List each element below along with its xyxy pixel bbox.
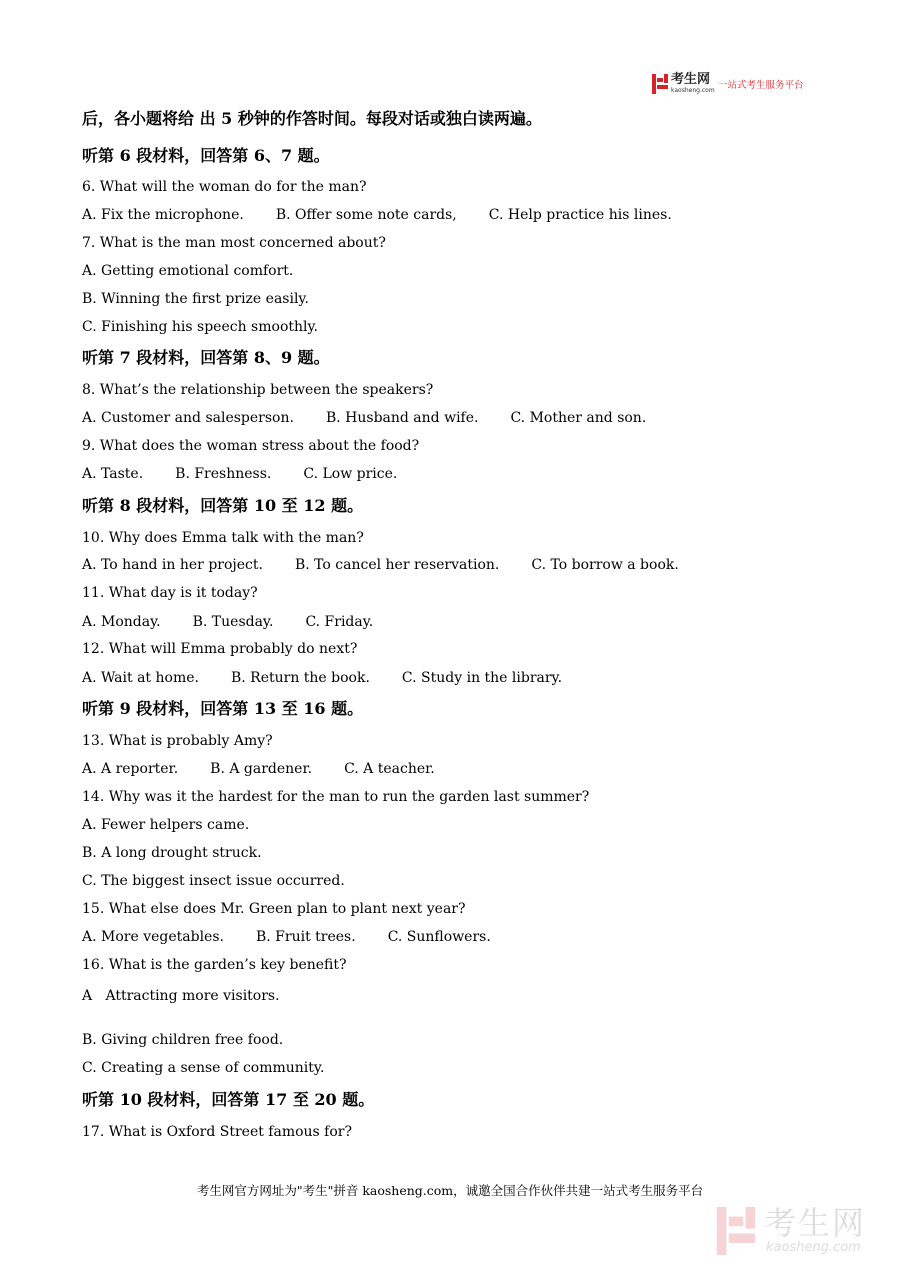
option: C. Friday. [305, 614, 374, 630]
option: B. Giving children free food. [82, 1032, 284, 1048]
option: B. Fruit trees. [255, 929, 356, 945]
option-row [82, 465, 429, 483]
option: A. Taste. [82, 466, 144, 482]
question: 12. What will Emma probably do next? [82, 641, 358, 657]
logo-slogan: 一站式考生服务平台 [718, 80, 804, 91]
watermark-domain: kaosheng.com [766, 1240, 861, 1255]
section-heading: 听第 9 段材料，回答第 13 至 16 题。 [82, 699, 364, 718]
option: C. Help practice his lines. [488, 207, 672, 223]
option: B. Return the book. [230, 670, 370, 686]
header-logo [652, 72, 822, 98]
section-heading: 听第 10 段材料，回答第 17 至 20 题。 [82, 1090, 375, 1109]
option-row [82, 206, 704, 224]
logo-brand: 考生网 [671, 72, 711, 87]
option: A. Monday. [82, 614, 161, 630]
intro-text: 后，各小题将给 出 5 秒钟的作答时间。每段对话或独白读两遍。 [82, 109, 542, 128]
option: A. Customer and salesperson. [82, 410, 294, 426]
option: C. Mother and son. [510, 410, 647, 426]
option-row [82, 760, 467, 778]
question: 11. What day is it today? [82, 585, 258, 601]
option: C. A teacher. [344, 761, 435, 777]
option: C. To borrow a book. [531, 557, 679, 573]
section-heading: 听第 7 段材料，回答第 8、9 题。 [82, 348, 330, 367]
option: B. To cancel her reservation. [294, 557, 500, 573]
question: 9. What does the woman stress about the food? [82, 438, 420, 454]
option-row [82, 613, 405, 631]
question: 7. What is the man most concerned about? [82, 235, 386, 251]
option: A. Getting emotional comfort. [82, 263, 294, 279]
option: A. A reporter. [82, 761, 179, 777]
question: 15. What else does Mr. Green plan to plant next year? [82, 901, 466, 917]
kaosheng-watermark-icon [716, 1207, 756, 1255]
question: 16. What is the garden’s key benefit? [82, 957, 347, 973]
question: 13. What is probably Amy? [82, 733, 273, 749]
question: 14. Why was it the hardest for the man to run the garden last summer? [82, 789, 590, 805]
option: B. Tuesday. [192, 614, 274, 630]
option: A. To hand in her project. [82, 557, 263, 573]
option: C. Finishing his speech smoothly. [82, 319, 318, 335]
section-heading: 听第 6 段材料，回答第 6、7 题。 [82, 146, 330, 165]
watermark-brand: 考生网 [764, 1204, 867, 1242]
option: C. Sunflowers. [387, 929, 491, 945]
option-row [82, 669, 594, 687]
option: C. Study in the library. [401, 670, 563, 686]
logo-domain: kaosheng.com [671, 87, 715, 94]
option: C. The biggest insect issue occurred. [82, 873, 345, 889]
option: A. Wait at home. [82, 670, 199, 686]
option: B. Freshness. [175, 466, 272, 482]
option-row [82, 928, 523, 946]
option: A. More vegetables. [82, 929, 224, 945]
option: A. Fix the microphone. [82, 207, 244, 223]
option: C. Creating a sense of community. [82, 1060, 325, 1076]
option: B. A long drought struck. [82, 845, 262, 861]
option: C. Low price. [303, 466, 398, 482]
question: 6. What will the woman do for the man? [82, 179, 367, 195]
option-row [82, 409, 678, 427]
question: 17. What is Oxford Street famous for? [82, 1124, 352, 1140]
option: B. Husband and wife. [325, 410, 479, 426]
option: A. Fewer helpers came. [82, 817, 250, 833]
option: B. A gardener. [210, 761, 313, 777]
question: 8. What’s the relationship between the speakers? [82, 382, 434, 398]
footer-text: 考生网官方网址为"考生"拼音 kaosheng.com，诚邀全国合作伙伴共建一站式考生服务平台 [196, 1183, 704, 1198]
option: B. Offer some note cards, [275, 207, 457, 223]
kaosheng-logo-icon [652, 74, 668, 94]
watermark-logo [716, 1205, 886, 1257]
option: B. Winning the first prize easily. [82, 291, 309, 307]
option: A Attracting more visitors. [82, 988, 280, 1004]
question: 10. Why does Emma talk with the man? [82, 530, 364, 546]
option-row [82, 556, 711, 574]
section-heading: 听第 8 段材料，回答第 10 至 12 题。 [82, 496, 364, 515]
